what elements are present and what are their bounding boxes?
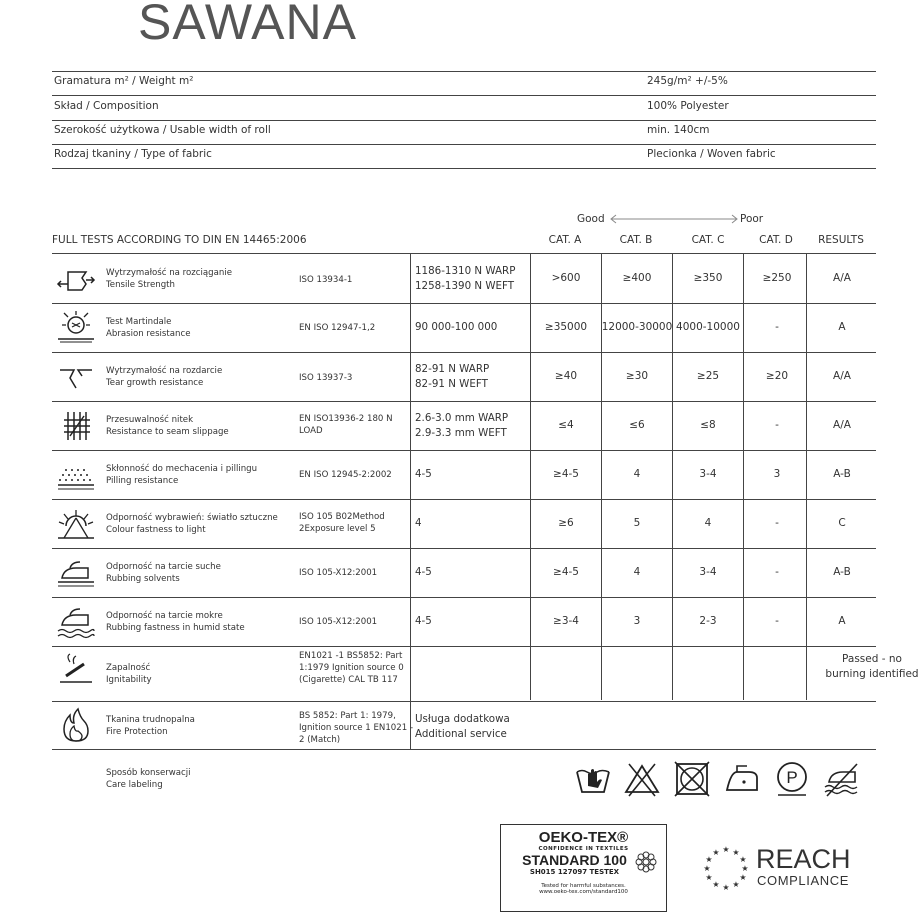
test-name-pl: Wytrzymałość na rozciąganie (106, 268, 232, 278)
test-results-value: A-B (833, 566, 851, 578)
oeko-brand: OEKO-TEX® (538, 829, 629, 846)
svg-text:★: ★ (705, 873, 713, 882)
test-row (52, 401, 876, 451)
test-result-line: 4-5 (415, 468, 432, 480)
spec-row (52, 120, 876, 145)
cat-c-value: 2-3 (699, 615, 717, 627)
test-results-value: A (838, 615, 846, 627)
cat-d-value: ≥250 (762, 272, 792, 284)
test-standard: ISO 105-X12:2001 (299, 568, 378, 578)
cat-a-value: >600 (551, 272, 581, 284)
cat-a-value: ≥35000 (544, 321, 588, 333)
svg-text:★: ★ (712, 880, 720, 889)
test-standard: EN ISO13936-2 180 N LOAD (299, 414, 393, 436)
oeko-tex-label (500, 824, 667, 912)
svg-text:★: ★ (732, 880, 740, 889)
cat-a-value: ≥4-5 (553, 468, 579, 480)
test-result-line: 90 000-100 000 (415, 321, 498, 333)
cat-d-value: 3 (773, 468, 781, 480)
spec-row (52, 71, 876, 96)
test-row (52, 352, 876, 402)
test-name-pl: Przesuwalność nitek (106, 415, 194, 425)
spec-value: 245g/m² +/-5% (647, 75, 728, 87)
test-result-line: 1186-1310 N WARP (415, 265, 516, 277)
test-result-line: 2.6-3.0 mm WARP (415, 412, 509, 424)
test-standard: EN ISO 12945-2:2002 (299, 470, 392, 480)
test-results-value: A/A (833, 272, 851, 284)
scale-poor-label: Poor (740, 213, 764, 225)
fire-protection-icon (56, 707, 96, 743)
oeko-tagline: CONFIDENCE IN TEXTILES (538, 846, 629, 852)
test-result-line: 4 (415, 517, 422, 529)
test-name-pl: Odporność na tarcie mokre (106, 611, 223, 621)
test-name-en: Tensile Strength (106, 280, 175, 290)
test-name-en: Rubbing solvents (106, 574, 180, 584)
cat-d-value: - (775, 321, 779, 333)
test-name-en: Abrasion resistance (106, 329, 191, 339)
reach-title: REACH (756, 844, 851, 874)
cat-c-value: 3-4 (699, 566, 717, 578)
scale-good-label: Good (577, 213, 605, 225)
column-header-cat-c: CAT. C (691, 234, 725, 246)
no-wet-clean-icon (823, 760, 861, 798)
cat-d-value: ≥20 (765, 370, 789, 382)
test-name-pl: Test Martindale (106, 317, 172, 327)
svg-text:★: ★ (741, 864, 749, 873)
spec-label: Gramatura m² / Weight m² (54, 75, 194, 87)
cat-b-value: ≥400 (622, 272, 652, 284)
cat-a-value: ≤4 (558, 419, 574, 431)
test-result-line: Additional service (415, 728, 507, 740)
cat-b-value: 5 (633, 517, 641, 529)
page-title: SAWANA (138, 0, 357, 50)
test-row (52, 303, 876, 353)
test-results-value: A/A (833, 370, 851, 382)
oeko-code: SH015 127097 TESTEX (529, 868, 620, 876)
test-name-pl: Tkanina trudnopalna (106, 715, 195, 725)
svg-text:★: ★ (722, 845, 730, 854)
svg-text:★: ★ (705, 855, 713, 864)
test-name-pl: Skłonność do mechacenia i pillingu (106, 464, 258, 474)
test-result-line: 4-5 (415, 566, 432, 578)
test-name-en: Ignitability (106, 675, 152, 685)
cat-b-value: 12000-30000 (601, 321, 673, 333)
cat-c-value: ≥350 (693, 272, 723, 284)
test-name-en: Colour fastness to light (106, 525, 206, 535)
ignitability-icon (56, 654, 96, 690)
cat-c-value: 3-4 (699, 468, 717, 480)
test-name-en: Pilling resistance (106, 476, 179, 486)
rubbing-wet-icon (56, 605, 96, 641)
cat-d-value: - (775, 615, 779, 627)
tear-icon (56, 360, 96, 396)
test-standard: BS 5852: Part 1: 1979, Ignition source 1 EN1021 - 2 (Match) (299, 711, 414, 745)
test-name-pl: Zapalność (106, 663, 151, 673)
cat-d-value: - (775, 566, 779, 578)
cat-b-value: 4 (633, 566, 641, 578)
eu-stars-icon (702, 844, 750, 892)
cat-b-value: 3 (633, 615, 641, 627)
abrasion-icon (56, 309, 96, 345)
spec-label: Skład / Composition (54, 100, 159, 112)
test-standard: ISO 105 B02Method 2Exposure level 5 (299, 512, 385, 534)
spec-value: Plecionka / Woven fabric (647, 148, 776, 160)
care-label-pl: Sposób konserwacji (106, 768, 191, 778)
spec-row (52, 144, 876, 169)
cat-c-value: 4000-10000 (676, 321, 740, 333)
svg-text:★: ★ (712, 848, 720, 857)
cat-a-value: ≥3-4 (553, 615, 579, 627)
test-name-en: Resistance to seam slippage (106, 427, 229, 437)
column-header-cat-d: CAT. D (759, 234, 793, 246)
dry-clean-p-icon (773, 760, 811, 798)
no-tumble-dry-icon (673, 760, 711, 798)
svg-text:★: ★ (739, 855, 747, 864)
svg-text:★: ★ (732, 848, 740, 857)
test-standard: EN1021 -1 BS5852: Part 1:1979 Ignition source 0 (Cigarette) CAL TB 117 (299, 651, 404, 685)
svg-text:P: P (786, 768, 798, 787)
test-row (52, 499, 876, 549)
cat-a-value: ≥6 (558, 517, 574, 529)
svg-text:★: ★ (703, 864, 711, 873)
spec-value: min. 140cm (647, 124, 710, 136)
test-standard: ISO 105-X12:2001 (299, 617, 378, 627)
test-name-pl: Odporność na tarcie suche (106, 562, 221, 572)
cat-d-value: - (775, 419, 779, 431)
test-name-en: Rubbing fastness in humid state (106, 623, 245, 633)
cat-c-value: ≤8 (700, 419, 716, 431)
spec-label: Szerokość użytkowa / Usable width of roll (54, 124, 271, 136)
spec-value: 100% Polyester (647, 100, 729, 112)
cat-a-value: ≥4-5 (553, 566, 579, 578)
test-name-pl: Odporność wybrawień: światło sztuczne (106, 513, 278, 523)
cat-c-value: 4 (704, 517, 712, 529)
test-name-en: Fire Protection (106, 727, 168, 737)
oeko-note: Tested for harmful substances. (541, 883, 626, 889)
pilling-icon (56, 458, 96, 494)
test-row (52, 450, 876, 500)
test-result-line: 82-91 N WEFT (415, 378, 488, 390)
no-bleach-icon (623, 760, 661, 798)
seam-slippage-icon (56, 408, 96, 444)
cat-b-value: ≥30 (625, 370, 649, 382)
test-result-line: 82-91 N WARP (415, 363, 490, 375)
rubbing-dry-icon (56, 556, 96, 592)
column-header-results: RESULTS (818, 234, 864, 246)
spec-row (52, 96, 876, 121)
iron-low-icon (723, 760, 761, 798)
spec-label: Rodzaj tkaniny / Type of fabric (54, 148, 212, 160)
test-results-value: C (838, 517, 846, 529)
test-standard: ISO 13934-1 (299, 275, 353, 285)
column-header-cat-b: CAT. B (619, 234, 653, 246)
oeko-standard: STANDARD 100 (522, 852, 627, 868)
light-fastness-icon (56, 506, 96, 542)
test-results-value: Passed - no burning identified (825, 653, 919, 680)
care-label (106, 767, 191, 791)
test-name-en: Tear growth resistance (106, 378, 204, 388)
tests-heading: FULL TESTS ACCORDING TO DIN EN 14465:2006 (52, 234, 307, 246)
test-row (52, 646, 919, 702)
test-result-line: Usługa dodatkowa (415, 713, 510, 725)
test-row (52, 701, 876, 750)
test-result-line: 4-5 (415, 615, 432, 627)
cat-b-value: 4 (633, 468, 641, 480)
test-result-line: 1258-1390 N WEFT (415, 280, 515, 292)
oeko-url: www.oeko-tex.com/standard100 (539, 889, 628, 895)
column-header-cat-a: CAT. A (548, 234, 582, 246)
test-row (52, 548, 876, 598)
reach-subtitle: COMPLIANCE (757, 873, 849, 888)
test-result-line: 2.9-3.3 mm WEFT (415, 427, 507, 439)
cat-d-value: - (775, 517, 779, 529)
cat-b-value: ≤6 (629, 419, 645, 431)
care-label-en: Care labeling (106, 780, 163, 790)
cat-a-value: ≥40 (554, 370, 578, 382)
test-results-value: A (838, 321, 846, 333)
tensile-icon (56, 262, 96, 298)
hand-wash-icon (574, 760, 612, 798)
test-standard: EN ISO 12947-1,2 (299, 323, 376, 333)
test-results-value: A/A (833, 419, 851, 431)
test-row (52, 254, 876, 304)
test-row (52, 597, 876, 647)
svg-text:★: ★ (739, 873, 747, 882)
test-name-pl: Wytrzymałość na rozdarcie (106, 366, 223, 376)
oeko-flower-icon (633, 849, 659, 875)
cat-c-value: ≥25 (696, 370, 720, 382)
test-standard: ISO 13937-3 (299, 373, 353, 383)
test-results-value: A-B (833, 468, 851, 480)
svg-text:★: ★ (722, 883, 730, 892)
scale-arrow-icon (608, 214, 740, 224)
